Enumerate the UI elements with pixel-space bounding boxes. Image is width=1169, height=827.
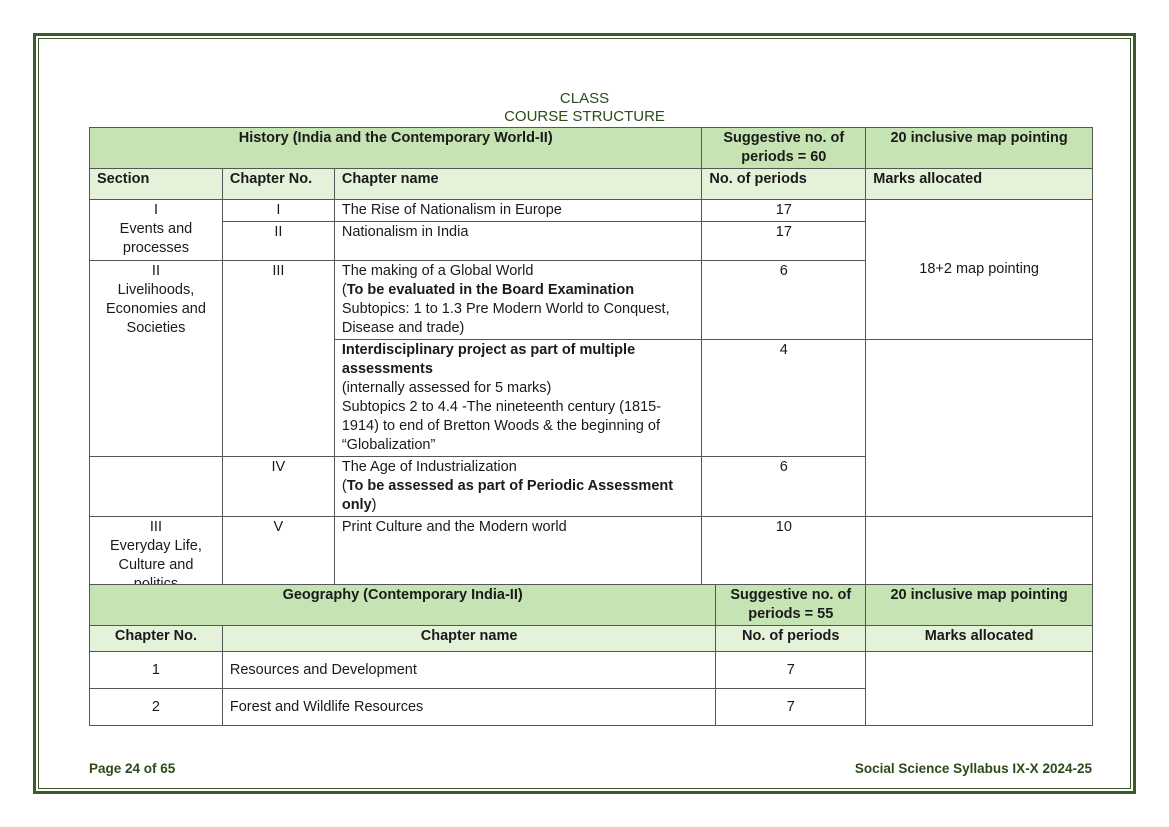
section-1-name: Events and processes <box>119 221 193 256</box>
chapter-name-cell <box>334 261 702 340</box>
section-2-number: II <box>151 263 160 279</box>
history-map-note: 20 inclusive map pointing <box>866 128 1093 169</box>
chapter-no: I <box>222 200 334 222</box>
section-1-number: I <box>153 202 158 218</box>
marks-allocated-1: 18+2 map pointing <box>866 200 1093 340</box>
chapter-no: III <box>222 261 334 457</box>
chapter-periods: 6 <box>702 457 866 517</box>
section-1-cell <box>90 200 223 261</box>
section-empty <box>90 457 223 517</box>
chapter-periods: 17 <box>702 222 866 261</box>
project-periods: 4 <box>702 340 866 457</box>
chapter-no: II <box>222 222 334 261</box>
footer-document-title: Social Science Syllabus IX-X 2024-25 <box>854 761 1092 776</box>
chapter-name: The making of a Global World <box>341 263 534 279</box>
history-header-row <box>90 128 1093 169</box>
chapter-periods: 10 <box>702 517 866 596</box>
project-note: (internally assessed for 5 marks) <box>341 380 552 396</box>
geography-columns-row <box>90 626 1093 652</box>
chapter-name-cell <box>334 457 702 517</box>
chapter-name: Nationalism in India <box>334 222 702 261</box>
page-title-class: CLASS <box>559 90 610 107</box>
col-section: Section <box>90 169 223 200</box>
chapter-note: (To be evaluated in the Board Examination <box>341 282 635 298</box>
geography-map-note: 20 inclusive map pointing <box>866 585 1093 626</box>
geo-chapter-no: 1 <box>90 652 223 689</box>
chapter-name: Print Culture and the Modern world <box>334 517 702 596</box>
chapter-name: The Rise of Nationalism in Europe <box>334 200 702 222</box>
geo-chapter-name: Forest and Wildlife Resources <box>222 689 715 726</box>
geo-col-chapter-name: Chapter name <box>222 626 715 652</box>
project-cell <box>334 340 702 457</box>
geography-title: Geography (Contemporary India-II) <box>90 585 716 626</box>
section-3-number: III <box>149 519 162 535</box>
geography-header-row <box>90 585 1093 626</box>
col-periods: No. of periods <box>702 169 866 200</box>
project-title: Interdisciplinary project as part of multiple assessments <box>341 342 636 377</box>
chapter-no: V <box>222 517 334 596</box>
geo-marks-allocated <box>866 652 1093 726</box>
history-columns-row <box>90 169 1093 200</box>
geo-col-periods: No. of periods <box>716 626 866 652</box>
chapter-name: The Age of Industrialization <box>341 459 517 475</box>
col-chapter-name: Chapter name <box>334 169 702 200</box>
history-table <box>89 127 1093 596</box>
col-chapter-no: Chapter No. <box>222 169 334 200</box>
geo-col-chapter-no: Chapter No. <box>90 626 223 652</box>
history-title: History (India and the Contemporary World-II) <box>90 128 702 169</box>
page-title-course-structure: COURSE STRUCTURE <box>504 108 665 125</box>
chapter-note: (To be assessed as part of Periodic Assessment only) <box>341 478 674 513</box>
section-2-cell <box>90 261 223 457</box>
table-row <box>90 200 1093 222</box>
section-3-name: Everyday Life, Culture and <box>110 538 202 573</box>
chapter-periods: 17 <box>702 200 866 222</box>
geo-chapter-no: 2 <box>90 689 223 726</box>
geo-chapter-periods: 7 <box>716 652 866 689</box>
chapter-no: IV <box>222 457 334 517</box>
project-subtopics: Subtopics 2 to 4.4 -The nineteenth century (1815-1914) to end of Bretton Woods & the beginning of “Globalization” <box>341 399 662 453</box>
section-2-name: Livelihoods, Economies and Societies <box>105 282 206 336</box>
col-marks: Marks allocated <box>866 169 1093 200</box>
geo-col-marks: Marks allocated <box>866 626 1093 652</box>
history-suggestive-periods: Suggestive no. of periods = 60 <box>702 128 866 169</box>
chapter-periods: 6 <box>702 261 866 340</box>
footer-page-number: Page 24 of 65 <box>89 761 176 776</box>
geo-chapter-name: Resources and Development <box>222 652 715 689</box>
marks-allocated-empty <box>866 340 1093 517</box>
geo-chapter-periods: 7 <box>716 689 866 726</box>
geography-suggestive-periods: Suggestive no. of periods = 55 <box>716 585 866 626</box>
geography-table <box>89 584 1093 726</box>
table-row <box>90 652 1093 689</box>
chapter-subtopics: Subtopics: 1 to 1.3 Pre Modern World to Conquest, Disease and trade) <box>341 301 670 336</box>
